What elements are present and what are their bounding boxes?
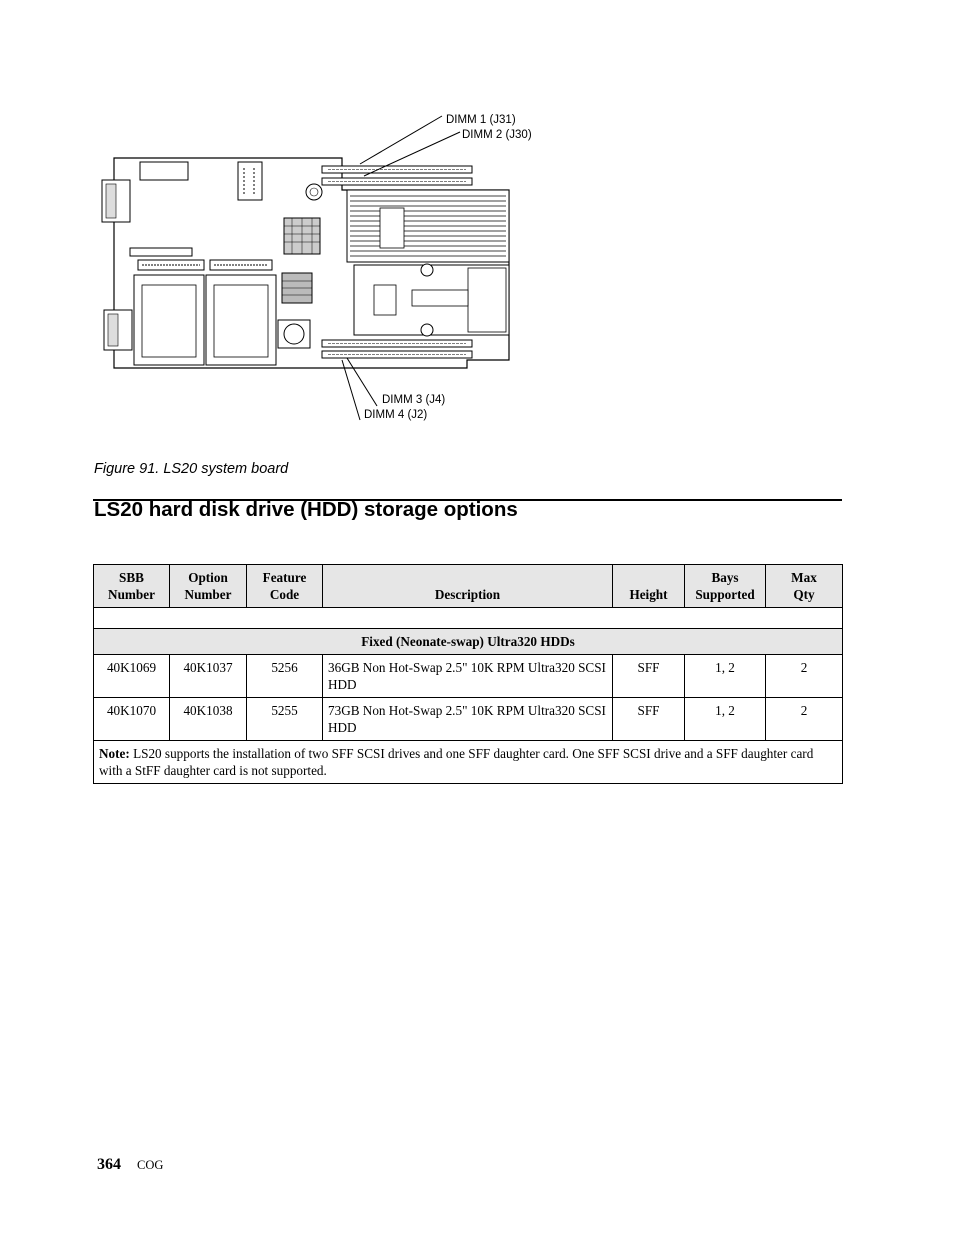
header-description: Description [323,565,613,608]
cell-feature: 5255 [247,698,323,741]
header-option-number: Option Number [170,565,247,608]
callout-dimm2: DIMM 2 (J30) [462,129,532,141]
header-max-qty: Max Qty [766,565,843,608]
cell-max: 2 [766,655,843,698]
header-bays-supported: Bays Supported [685,565,766,608]
cell-description: 36GB Non Hot-Swap 2.5" 10K RPM Ultra320 SCSI HDD [323,655,613,698]
callout-dimm1: DIMM 1 (J31) [446,114,516,126]
cell-bays: 1, 2 [685,655,766,698]
system-board-diagram [92,100,552,440]
group-row [94,629,843,655]
section-heading: LS20 hard disk drive (HDD) storage options [94,498,518,521]
table-row [94,698,843,741]
footer-label: COG [137,1158,164,1172]
figure-caption: Figure 91. LS20 system board [94,461,289,477]
cell-description: 73GB Non Hot-Swap 2.5" 10K RPM Ultra320 SCSI HDD [323,698,613,741]
callout-dimm3: DIMM 3 (J4) [382,394,446,406]
cell-max: 2 [766,698,843,741]
storage-options-table [93,564,842,784]
cell-option: 40K1037 [170,655,247,698]
cell-option: 40K1038 [170,698,247,741]
header-sbb-number: SBB Number [94,565,170,608]
group-label: Fixed (Neonate-swap) Ultra320 HDDs [94,629,843,655]
cell-feature: 5256 [247,655,323,698]
cell-sbb: 40K1069 [94,655,170,698]
blank-row [94,608,843,629]
note-row [94,741,843,784]
page-number: 364 [97,1156,121,1173]
note-label: Note: [99,746,130,761]
header-feature-code: Feature Code [247,565,323,608]
cell-height: SFF [613,698,685,741]
table-header-row [94,565,843,608]
system-board-figure [92,100,552,440]
page-footer [97,1156,163,1174]
cell-sbb: 40K1070 [94,698,170,741]
note-text: LS20 supports the installation of two SFF SCSI drives and one SFF daughter card. One SFF SCSI drive and a SFF daughter card with a StFF daughter card is not supported. [99,746,814,778]
cell-bays: 1, 2 [685,698,766,741]
header-height: Height [613,565,685,608]
cell-height: SFF [613,655,685,698]
table-row [94,655,843,698]
note-cell [94,741,843,784]
callout-dimm4: DIMM 4 (J2) [364,409,428,421]
